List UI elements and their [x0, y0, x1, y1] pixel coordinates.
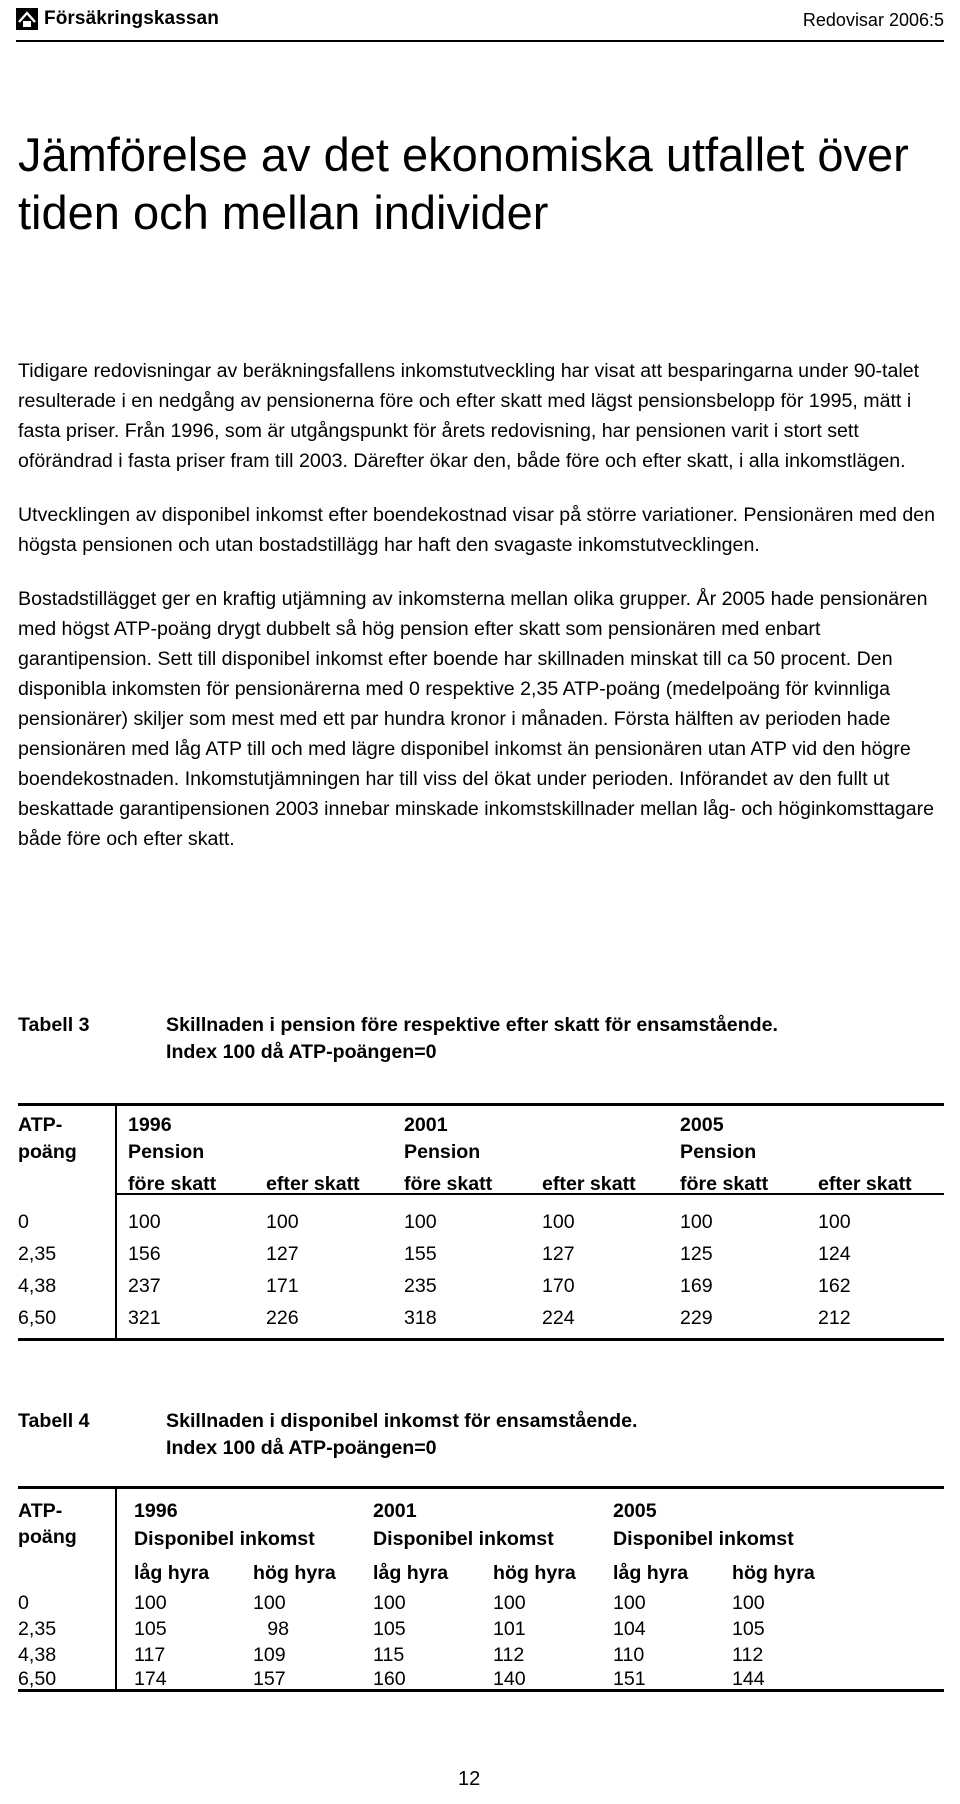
table3-row-atp: 4,38: [18, 1275, 57, 1297]
brand-logo: [16, 8, 219, 30]
table3-row-divider: [115, 1103, 117, 1341]
table4-subhead: hög hyra: [732, 1562, 815, 1584]
table4-cell: 112: [732, 1644, 764, 1666]
table3-cell: 170: [542, 1275, 575, 1297]
table3-group-label: Pension: [680, 1141, 757, 1163]
table4-cell: 100: [373, 1592, 406, 1614]
table3-cell: 171: [266, 1275, 299, 1297]
table4-cell: 100: [613, 1592, 646, 1614]
table3-cell: 100: [404, 1211, 437, 1233]
table4-group-label: Disponibel inkomst: [134, 1528, 315, 1550]
table3-cell: 237: [128, 1275, 161, 1297]
table4-group-year: 2001: [373, 1500, 417, 1522]
table4-cell: 100: [134, 1592, 167, 1614]
table3-cell: 127: [542, 1243, 575, 1265]
table3-cell: 100: [542, 1211, 575, 1233]
table3-cell: 224: [542, 1307, 575, 1329]
table4-top-rule: [18, 1486, 944, 1489]
table3: [18, 1103, 944, 1341]
table4-cell: 101: [493, 1618, 526, 1640]
table4-row-atp: 6,50: [18, 1668, 57, 1690]
table4-rowhead-line2: poäng: [18, 1526, 77, 1548]
table3-group-label: Pension: [128, 1141, 205, 1163]
table3-row-atp: 0: [18, 1211, 29, 1233]
table4-subhead: låg hyra: [373, 1562, 449, 1584]
page-header: [16, 6, 944, 40]
table3-cell: 100: [680, 1211, 713, 1233]
table3-rowhead-line2: poäng: [18, 1141, 77, 1163]
report-id: Redovisar 2006:5: [802, 10, 944, 30]
table4-label: Tabell 4: [18, 1410, 90, 1432]
paragraph-3: Bostadstillägget ger en kraftig utjämning av inkomsterna mellan olika grupper. År 2005 hade pensionären med högst ATP-poäng drygt dubbelt så hög pension efter skatt som pensionären med enbart garantipension. Sett till disponibel inkomst efter boende har skillnaden minskat till ca 50 procent. Den disponibla inkomsten för pensionärerna med 0 respektive 2,35 ATP-poäng (medelpoäng för kvinnliga pensionärer) skiljer som mest med ett par hundra kronor i månaden. Första hälften av perioden hade pensionären med låg ATP till och med lägre disponibel inkomst än pensionären utan ATP vid den högre boendekostnaden. Inkomstutjämningen har till viss del ökat under perioden. Införandet av den fullt ut beskattade garantipensionen 2003 innebar minskade inkomstskillnader mellan låg- och höginkomsttagare både före och efter skatt.: [18, 588, 935, 850]
table3-subhead: efter skatt: [818, 1173, 912, 1195]
table3-caption-text: [166, 1012, 956, 1066]
table3-group-year: 1996: [128, 1114, 172, 1136]
table3-bottom-rule: [18, 1338, 944, 1341]
table4-cell: 105: [732, 1618, 765, 1640]
table4-caption: [18, 1408, 948, 1468]
page-number: 12: [458, 1768, 481, 1790]
brand-name: Försäkringskassan: [44, 8, 219, 29]
table4-caption-line1: Skillnaden i disponibel inkomst för ensamstående.: [166, 1410, 638, 1432]
table3-cell: 100: [266, 1211, 299, 1233]
table4-caption-text: [166, 1408, 956, 1462]
table4-caption-line2: Index 100 då ATP-poängen=0: [166, 1437, 437, 1459]
table3-cell: 155: [404, 1243, 437, 1265]
table3-group-year: 2005: [680, 1114, 724, 1136]
table3-cell: 318: [404, 1307, 437, 1329]
table4-cell: 105: [373, 1618, 406, 1640]
table3-caption-line1: Skillnaden i pension före respektive efter skatt för ensamstående.: [166, 1014, 778, 1036]
table3-top-rule: [18, 1103, 944, 1106]
table4-row-atp: 2,35: [18, 1618, 57, 1640]
forsakringskassan-logo-icon: [16, 8, 38, 30]
table4-rowhead-line1: ATP-: [18, 1500, 63, 1522]
table4-cell: 100: [493, 1592, 526, 1614]
table3-cell: 229: [680, 1307, 713, 1329]
table3-group-year: 2001: [404, 1114, 448, 1136]
table4-cell: 98: [267, 1618, 289, 1640]
table4-row-atp: 4,38: [18, 1644, 57, 1666]
paragraph-2: Utvecklingen av disponibel inkomst efter boendekostnad visar på större variationer. Pensionären med den högsta pensionen och utan bostadstillägg har haft den svagaste inkomstutvecklingen.: [18, 504, 936, 556]
table4-cell: 144: [732, 1668, 765, 1690]
table3-cell: 169: [680, 1275, 713, 1297]
table3-cell: 235: [404, 1275, 437, 1297]
table3-group-label: Pension: [404, 1141, 481, 1163]
table4-cell: 160: [373, 1668, 406, 1690]
table4-group-year: 1996: [134, 1500, 178, 1522]
table3-cell: 127: [266, 1243, 299, 1265]
table3-cell: 156: [128, 1243, 161, 1265]
table3-cell: 212: [818, 1307, 851, 1329]
paragraph-1: Tidigare redovisningar av beräkningsfallens inkomstutveckling har visat att besparingarna under 90-talet resulterade i en nedgång av pensionerna före och efter skatt med lägst pensionsbelopp för 1995, mätt i fasta priser. Från 1996, som är utgångspunkt för årets redovisning, har pensionen varit i stort sett oförändrad i fasta priser fram till 2003. Därefter ökar den, både före och efter skatt, i alla inkomstlägen.: [18, 360, 920, 472]
table4-cell: 109: [253, 1644, 286, 1666]
table4-subhead: låg hyra: [613, 1562, 689, 1584]
table4-cell: 174: [134, 1668, 167, 1690]
table4-cell: 104: [613, 1618, 646, 1640]
table4-group-year: 2005: [613, 1500, 657, 1522]
table4-cell: 112: [493, 1644, 525, 1666]
table3-cell: 321: [128, 1307, 161, 1329]
table4-subhead: hög hyra: [253, 1562, 336, 1584]
table4: [18, 1486, 944, 1692]
table4-cell: 105: [134, 1618, 167, 1640]
table4-row-atp: 0: [18, 1592, 29, 1614]
table3-subhead: efter skatt: [266, 1173, 360, 1195]
body-text: [18, 356, 938, 878]
table4-cell: 140: [493, 1668, 526, 1690]
table3-rowhead-line1: ATP-: [18, 1114, 63, 1136]
table4-subhead: hög hyra: [493, 1562, 576, 1584]
table4-subhead: låg hyra: [134, 1562, 210, 1584]
table4-group-label: Disponibel inkomst: [613, 1528, 794, 1550]
table4-cell: 110: [613, 1644, 645, 1666]
table4-row-divider: [115, 1486, 117, 1692]
table4-cell: 157: [253, 1668, 286, 1690]
table3-cell: 100: [128, 1211, 161, 1233]
table3-cell: 100: [818, 1211, 851, 1233]
table3-cell: 226: [266, 1307, 299, 1329]
table3-subhead: före skatt: [404, 1173, 493, 1195]
table4-cell: 117: [134, 1644, 166, 1666]
table3-subhead: före skatt: [680, 1173, 769, 1195]
table4-cell: 151: [613, 1668, 646, 1690]
table4-group-label: Disponibel inkomst: [373, 1528, 554, 1550]
table3-label: Tabell 3: [18, 1014, 90, 1036]
table3-row-atp: 6,50: [18, 1307, 57, 1329]
header-divider: [16, 40, 944, 42]
table3-cell: 125: [680, 1243, 713, 1265]
table3-cell: 124: [818, 1243, 851, 1265]
table3-subhead: efter skatt: [542, 1173, 636, 1195]
table4-cell: 115: [373, 1644, 405, 1666]
table3-row-atp: 2,35: [18, 1243, 57, 1265]
table4-cell: 100: [253, 1592, 286, 1614]
table4-cell: 100: [732, 1592, 765, 1614]
table3-subhead: före skatt: [128, 1173, 217, 1195]
page-title: Jämförelse av det ekonomiska utfallet över tiden och mellan individer: [18, 128, 909, 239]
table3-caption: [18, 1012, 948, 1072]
table3-cell: 162: [818, 1275, 851, 1297]
table3-caption-line2: Index 100 då ATP-poängen=0: [166, 1041, 437, 1063]
